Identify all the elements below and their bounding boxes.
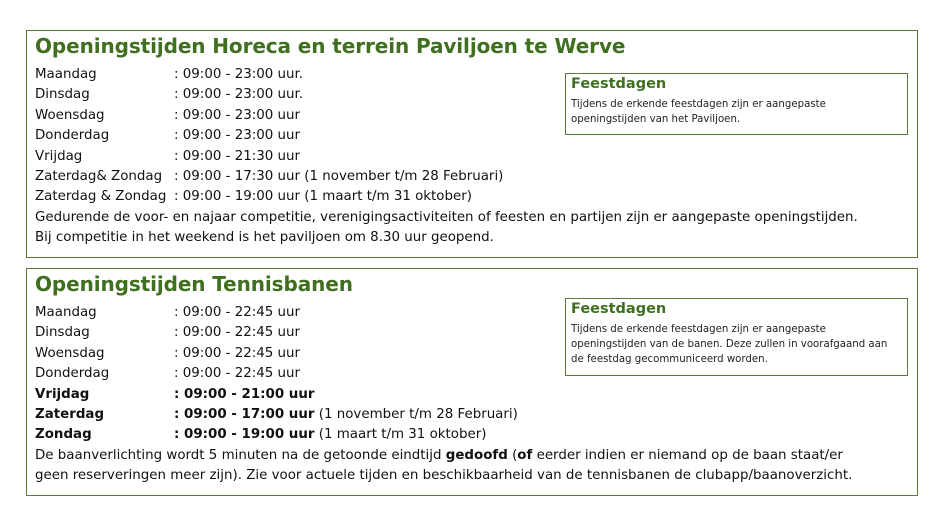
horeca-row-thursday: Donderdag : 09:00 - 23:00 uur — [35, 128, 301, 144]
horeca-row-weekend-summer: Zaterdag & Zondag : 09:00 - 19:00 uur (1 maart t/m 31 oktober) — [35, 189, 472, 205]
tennis-row-friday: Vrijdag : 09:00 - 21:00 uur — [35, 386, 315, 402]
horeca-row-tuesday: Dinsdag : 09:00 - 23:00 uur. — [35, 87, 304, 103]
horeca-row-weekend-winter: Zaterdag& Zondag : 09:00 - 17:30 uur (1 november t/m 28 Februari) — [35, 168, 504, 184]
tennis-row-saturday: Zaterdag : 09:00 - 17:00 uur (1 november t/m 28 Februari) — [35, 406, 518, 422]
tennis-row-thursday: Donderdag : 09:00 - 22:45 uur — [35, 366, 301, 382]
horeca-row-wednesday: Woensdag : 09:00 - 23:00 uur — [35, 107, 301, 123]
horeca-row-monday: Maandag : 09:00 - 23:00 uur. — [35, 67, 304, 82]
tennis-row-sunday: Zondag : 09:00 - 19:00 uur (1 maart t/m 31 oktober) — [35, 427, 487, 443]
horeca-feestdagen-box — [565, 73, 908, 135]
tennis-row-wednesday: Woensdag : 09:00 - 22:45 uur — [35, 345, 301, 361]
horeca-row-friday: Vrijdag : 09:00 - 21:30 uur — [35, 148, 301, 164]
horeca-feestdagen-text: Tijdens de erkende feestdagen zijn er aangepaste openingstijden van het Paviljoen. — [571, 99, 826, 125]
tennis-row-monday: Maandag : 09:00 - 22:45 uur — [35, 305, 301, 320]
tennis-row-tuesday: Dinsdag : 09:00 - 22:45 uur — [35, 325, 301, 341]
tennis-feestdagen-box — [565, 298, 908, 376]
tennis-note-availability: geen reserveringen meer zijn). Zie voor actuele tijden en beschikbaarheid van de tennisbanen de clubapp/baanoverzicht. — [35, 468, 853, 484]
horeca-title: Openingstijden Horeca en terrein Paviljoen te Werve — [35, 34, 626, 58]
horeca-feestdagen-title: Feestdagen — [571, 76, 667, 92]
tennis-feestdagen-title: Feestdagen — [571, 301, 667, 317]
horeca-note-weekend: Bij competitie in het weekend is het paviljoen om 8.30 uur geopend. — [35, 230, 494, 246]
horeca-section — [26, 30, 918, 258]
tennis-feestdagen-text: Tijdens de erkende feestdagen zijn er aangepaste openingstijden van de banen. Deze zullen in voorafgaand aan de feestdag gecommuniceerd worden. — [571, 324, 888, 365]
horeca-note-competition: Gedurende de voor- en najaar competitie, verenigingsactiviteiten of feesten en partijen zijn er aangepaste openingstijden. — [35, 209, 858, 225]
tennis-title: Openingstijden Tennisbanen — [35, 272, 353, 296]
tennis-note-lighting: De baanverlichting wordt 5 minuten na de getoonde eindtijd gedoofd (of eerder indien er niemand op de baan staat/er — [35, 447, 843, 463]
